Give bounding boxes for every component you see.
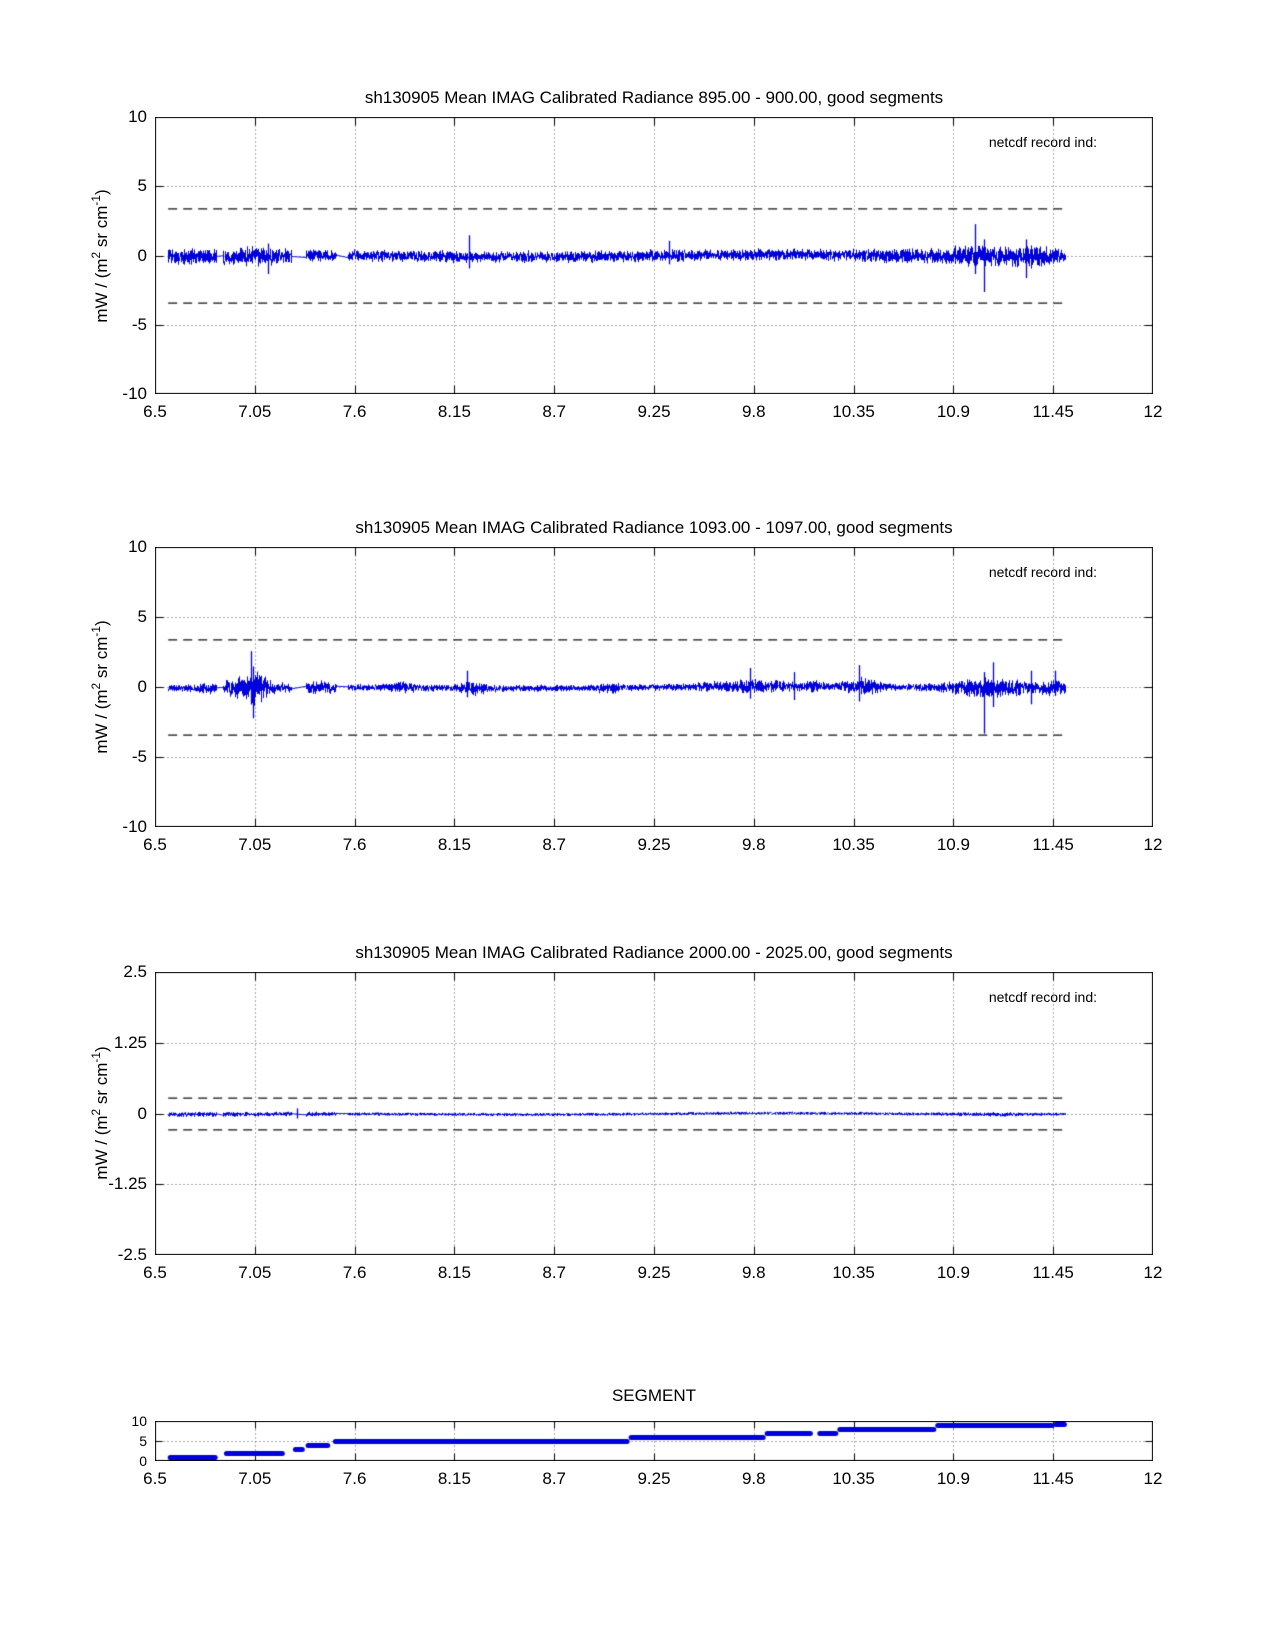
y-tick-label: 10 xyxy=(128,537,147,556)
x-tick-label: 8.7 xyxy=(542,835,566,854)
x-tick-label: 12 xyxy=(1143,1469,1163,1488)
x-tick-label: 6.5 xyxy=(143,835,167,854)
segment-plot-canvas xyxy=(155,1421,1153,1461)
y-tick-label: 2.5 xyxy=(123,962,147,981)
x-tick-label: 9.8 xyxy=(741,835,766,854)
x-tick-label: 12 xyxy=(1143,835,1163,854)
x-tick-label: 8.15 xyxy=(437,1263,471,1282)
x-tick-label: 7.05 xyxy=(238,402,272,421)
y-tick-label: 5 xyxy=(139,1433,147,1449)
plot1-canvas-radiance-895-900 xyxy=(155,117,1153,394)
x-tick-label: 9.25 xyxy=(637,1469,671,1488)
x-tick-label: 11.45 xyxy=(1032,835,1074,854)
y-tick-label: -5 xyxy=(131,314,147,334)
x-tick-label: 8.7 xyxy=(542,1469,566,1488)
x-tick-label: 10.35 xyxy=(832,402,875,421)
x-tick-label: 8.15 xyxy=(437,835,471,854)
x-tick-label: 7.6 xyxy=(342,402,367,421)
x-tick-label: 7.6 xyxy=(342,1263,367,1282)
y-tick-label: 1.25 xyxy=(113,1032,147,1052)
y-tick-label: 0 xyxy=(137,245,147,265)
y-axis-label-text: mW / (m xyxy=(92,1115,111,1180)
plot3-canvas-radiance-2000-2025 xyxy=(155,972,1153,1255)
y-axis-label-text: mW / (m xyxy=(92,689,111,754)
y-tick-label: -10 xyxy=(122,817,147,836)
x-tick-label: 10.9 xyxy=(936,402,970,421)
x-tick-label: 10.9 xyxy=(936,1469,970,1488)
y-tick-label: 0 xyxy=(137,677,147,696)
y-axis-label-text: sr cm xyxy=(92,636,111,683)
y-axis-label-text: sr cm xyxy=(92,1062,111,1109)
y-axis-label-text: ) xyxy=(92,1046,111,1052)
x-tick-label: 9.8 xyxy=(741,402,766,421)
plot3-title: sh130905 Mean IMAG Calibrated Radiance 2000.00 - 2025.00, good segments xyxy=(355,943,953,962)
segment-plot-title: SEGMENT xyxy=(611,1386,697,1405)
x-tick-label: 6.5 xyxy=(143,1263,167,1282)
x-tick-label: 7.05 xyxy=(238,1469,272,1488)
x-tick-label: 8.7 xyxy=(542,402,566,421)
plot2-canvas-radiance-1093-1097 xyxy=(155,547,1153,827)
x-tick-label: 9.25 xyxy=(637,402,671,421)
y-axis-label-superscript: -1 xyxy=(89,625,104,637)
y-axis-label-superscript: 2 xyxy=(89,682,104,690)
x-tick-label: 7.6 xyxy=(342,835,367,854)
x-tick-label: 10.35 xyxy=(832,1469,875,1488)
x-tick-label: 11.45 xyxy=(1032,1469,1074,1488)
x-tick-label: 7.05 xyxy=(238,1263,272,1282)
x-tick-label: 9.8 xyxy=(741,1469,766,1488)
y-axis-label-text: sr cm xyxy=(92,205,111,252)
y-tick-label: -5 xyxy=(131,747,147,766)
y-tick-label: 10 xyxy=(131,1413,147,1429)
x-tick-label: 12 xyxy=(1143,402,1163,421)
y-tick-label: 0 xyxy=(139,1453,147,1469)
y-axis-label-superscript: -1 xyxy=(89,194,104,206)
x-tick-label: 8.7 xyxy=(542,1263,566,1282)
y-tick-label: 0 xyxy=(137,1103,147,1123)
y-tick-label: -10 xyxy=(122,384,147,403)
x-tick-label: 8.15 xyxy=(437,402,471,421)
x-tick-label: 12 xyxy=(1143,1263,1163,1282)
y-axis-label-superscript: -1 xyxy=(89,1051,104,1063)
y-axis-label-superscript: 2 xyxy=(89,1108,104,1116)
x-tick-label: 7.6 xyxy=(342,1469,367,1488)
x-tick-label: 8.15 xyxy=(437,1469,471,1488)
x-tick-label: 10.35 xyxy=(832,1263,875,1282)
y-axis-label-text: mW / (m xyxy=(92,258,111,323)
x-tick-label: 10.35 xyxy=(832,835,875,854)
x-tick-label: 9.25 xyxy=(637,1263,671,1282)
plot1-title: sh130905 Mean IMAG Calibrated Radiance 895.00 - 900.00, good segments xyxy=(364,88,944,107)
y-tick-label: 5 xyxy=(137,607,147,626)
y-tick-label: -1.25 xyxy=(108,1174,147,1194)
x-tick-label: 9.25 xyxy=(637,835,671,854)
y-axis-label-text: ) xyxy=(92,189,111,195)
x-tick-label: 7.05 xyxy=(238,835,272,854)
x-tick-label: 6.5 xyxy=(143,402,167,421)
y-tick-label: -2.5 xyxy=(117,1245,147,1264)
x-tick-label: 6.5 xyxy=(143,1469,167,1488)
x-tick-label: 10.9 xyxy=(936,835,970,854)
plot2-title: sh130905 Mean IMAG Calibrated Radiance 1093.00 - 1097.00, good segments xyxy=(355,518,953,537)
x-tick-label: 11.45 xyxy=(1032,402,1074,421)
y-axis-label-superscript: 2 xyxy=(89,251,104,259)
y-axis-label-text: ) xyxy=(92,620,111,626)
x-tick-label: 11.45 xyxy=(1032,1263,1074,1282)
x-tick-label: 10.9 xyxy=(936,1263,970,1282)
x-tick-label: 9.8 xyxy=(741,1263,766,1282)
y-tick-label: 5 xyxy=(137,176,147,196)
y-tick-label: 10 xyxy=(128,107,147,126)
